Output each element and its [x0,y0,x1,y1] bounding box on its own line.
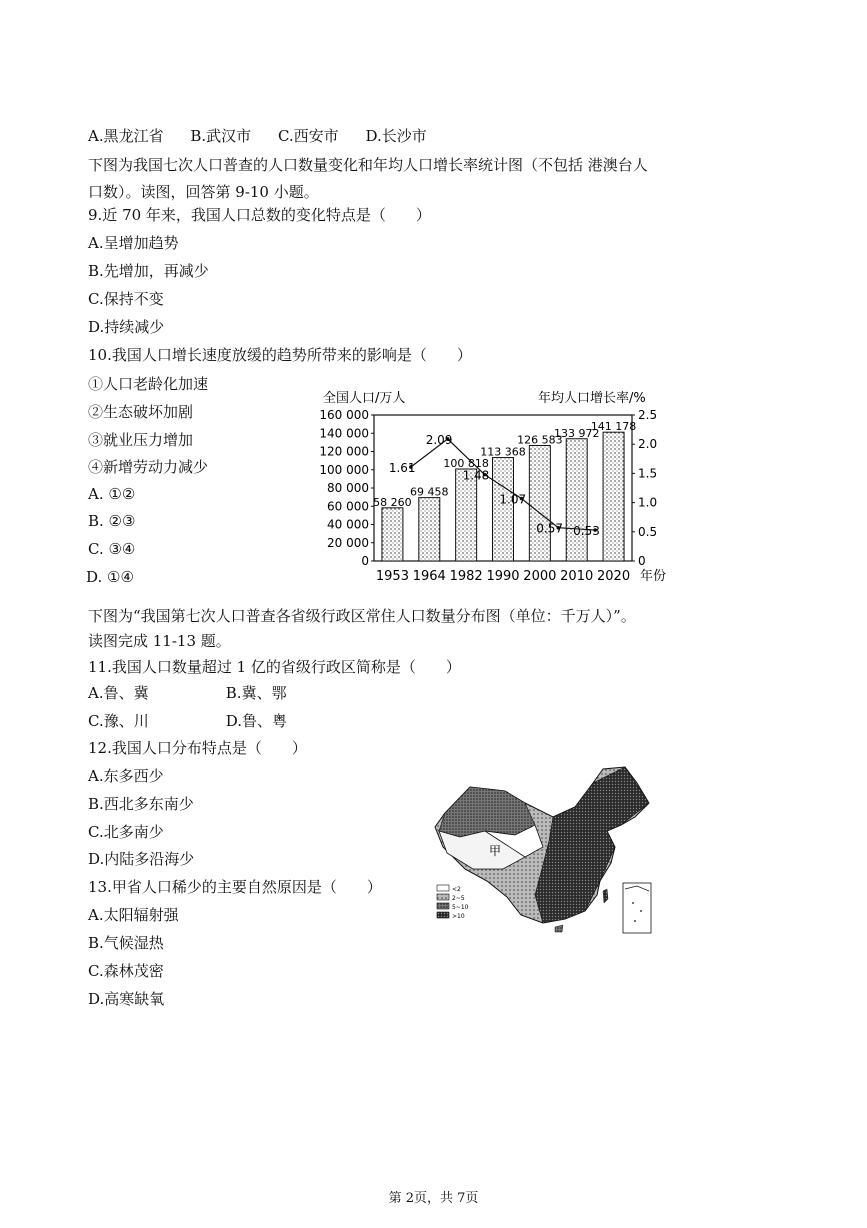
south-sea-inset [623,883,651,933]
inset-island-1 [632,902,634,904]
bar-value-label: 100 818 [443,457,489,471]
q10-option-a[interactable]: A. ①② [88,485,136,503]
growth-rate-label: 0.53 [573,524,600,539]
x-tick-label: 1964 [412,569,446,584]
y2-tick-label: 2.5 [638,408,658,422]
population-bar [456,469,477,561]
q9-stem: 9.近 70 年来，我国人口总数的变化特点是（ ） [88,206,431,224]
legend-swatch-3 [437,903,449,909]
population-map [425,765,660,937]
population-chart [318,388,690,588]
q11-option-c[interactable]: C.豫、川 [88,712,149,730]
y-tick-label: 100 000 [319,462,369,477]
q11-options-row2 [88,711,359,731]
q10-stem: 10.我国人口增长速度放缓的趋势所带来的影响是（ ） [88,346,472,364]
q13-option-b[interactable]: B.气候湿热 [88,934,164,952]
bar-value-label: 133 972 [553,426,600,440]
q12-option-d[interactable]: D.内陆多沿海少 [88,850,195,868]
q10-item-2: ②生态破坏加剧 [88,403,194,421]
q9-option-b[interactable]: B.先增加，再减少 [88,262,209,280]
population-bar [419,498,440,561]
q12-option-b[interactable]: B.西北多东南少 [88,795,194,813]
population-bar [529,445,550,561]
y-tick-label: 80 000 [327,481,369,495]
q11-stem: 11.我国人口数量超过 1 亿的省级行政区简称是（ ） [88,658,461,676]
intro-chart-line1: 下图为我国七次人口普查的人口数量变化和年均人口增长率统计图（不包括 港澳台人 [88,156,648,174]
q9-option-d[interactable]: D.持续减少 [88,318,165,336]
q10-item-3: ③就业压力增加 [88,431,194,449]
taiwan-island [603,889,608,903]
inset-island-3 [634,920,636,922]
growth-rate-label: 0.57 [536,521,564,536]
y-tick-label: 40 000 [327,517,369,532]
y2-tick-label: 1.0 [638,495,658,510]
y2-tick-label: 0 [638,554,646,568]
chart-ylabel: 全国人口/万人 [323,391,406,406]
y-tick-label: 60 000 [327,499,369,514]
q8-option-d[interactable]: D.长沙市 [365,127,427,145]
population-bar [603,432,624,561]
intro-chart-line2: 口数）。读图，回答第 9-10 小题。 [88,183,319,201]
q9-option-a[interactable]: A.呈增加趋势 [88,234,179,252]
bar-value-label: 126 583 [517,433,563,447]
q10-option-b[interactable]: B. ②③ [88,512,136,530]
x-tick-label: 1982 [449,569,483,584]
q11-option-d[interactable]: D.鲁、粤 [225,712,288,730]
q12-option-a[interactable]: A.东多西少 [88,767,164,785]
x-tick-label: 1953 [375,569,409,584]
q10-option-d[interactable]: D. ①④ [86,568,134,586]
northwest-region [439,787,535,837]
q12-option-c[interactable]: C.北多南少 [88,823,164,841]
x-tick-label: 1990 [486,569,520,584]
bar-value-label: 141 178 [590,420,637,434]
q11-option-b[interactable]: B.冀、鄂 [225,684,287,702]
inset-island-2 [640,910,642,912]
q9-option-c[interactable]: C.保持不变 [88,290,164,308]
legend-swatch-1 [437,885,449,891]
chart-x-suffix: 年份 [640,569,667,584]
hainan-island [555,925,563,932]
q13-option-a[interactable]: A.太阳辐射强 [88,906,179,924]
q8-option-c[interactable]: C.西安市 [277,127,339,145]
bar-value-label: 58 260 [373,495,412,509]
map-legend [437,885,469,920]
map-label-jia: 甲 [489,844,502,858]
growth-rate-label: 1.61 [388,460,416,475]
legend-label-3: 5~10 [452,904,469,911]
q8-options [88,126,449,146]
page-footer: 第 2页，共 7页 [388,1191,479,1206]
q12-stem: 12.我国人口分布特点是（ ） [88,739,307,757]
q13-option-c[interactable]: C.森林茂密 [88,962,164,980]
population-bar [382,508,403,561]
x-tick-label: 2000 [523,569,557,584]
q13-option-d[interactable]: D.高寒缺氧 [88,990,165,1008]
chart-y2label: 年均人口增长率/% [538,391,646,406]
q8-option-b[interactable]: B.武汉市 [190,127,252,145]
legend-label-4: >10 [452,913,465,920]
y2-tick-label: 0.5 [638,524,658,539]
legend-swatch-4 [437,912,449,918]
y-tick-label: 20 000 [327,535,369,550]
x-tick-label: 2010 [560,569,594,584]
q10-option-c[interactable]: C. ③④ [88,540,136,558]
growth-rate-label: 1.07 [499,492,527,507]
bar-value-label: 113 368 [480,445,526,459]
q11-options-row1 [88,683,359,703]
x-tick-label: 2020 [597,569,631,584]
legend-swatch-2 [437,894,449,900]
y-tick-label: 140 000 [319,426,369,441]
intro-map-line2: 读图完成 11-13 题。 [88,632,231,650]
q10-item-1: ①人口老龄化加速 [88,375,209,393]
y2-tick-label: 2.0 [638,437,658,452]
y-tick-label: 0 [361,554,369,568]
population-bar [493,458,514,561]
y2-tick-label: 1.5 [638,466,658,481]
q10-item-4: ④新增劳动力减少 [88,458,209,476]
population-bar [566,439,587,561]
bar-value-label: 69 458 [410,485,449,499]
growth-rate-label: 2.09 [425,432,453,447]
legend-label-1: <2 [452,886,461,893]
q11-option-a[interactable]: A.鲁、冀 [88,684,149,702]
legend-label-2: 2~5 [452,895,465,902]
growth-rate-label: 1.48 [462,468,490,483]
y-tick-label: 120 000 [319,444,369,459]
intro-map-line1: 下图为“我国第七次人口普查各省级行政区常住人口数量分布图（单位：千万人）”。 [88,607,636,625]
q13-stem: 13.甲省人口稀少的主要自然原因是（ ） [88,878,382,896]
y-tick-label: 160 000 [319,408,369,422]
q8-option-a[interactable]: A.黑龙江省 [88,127,164,145]
